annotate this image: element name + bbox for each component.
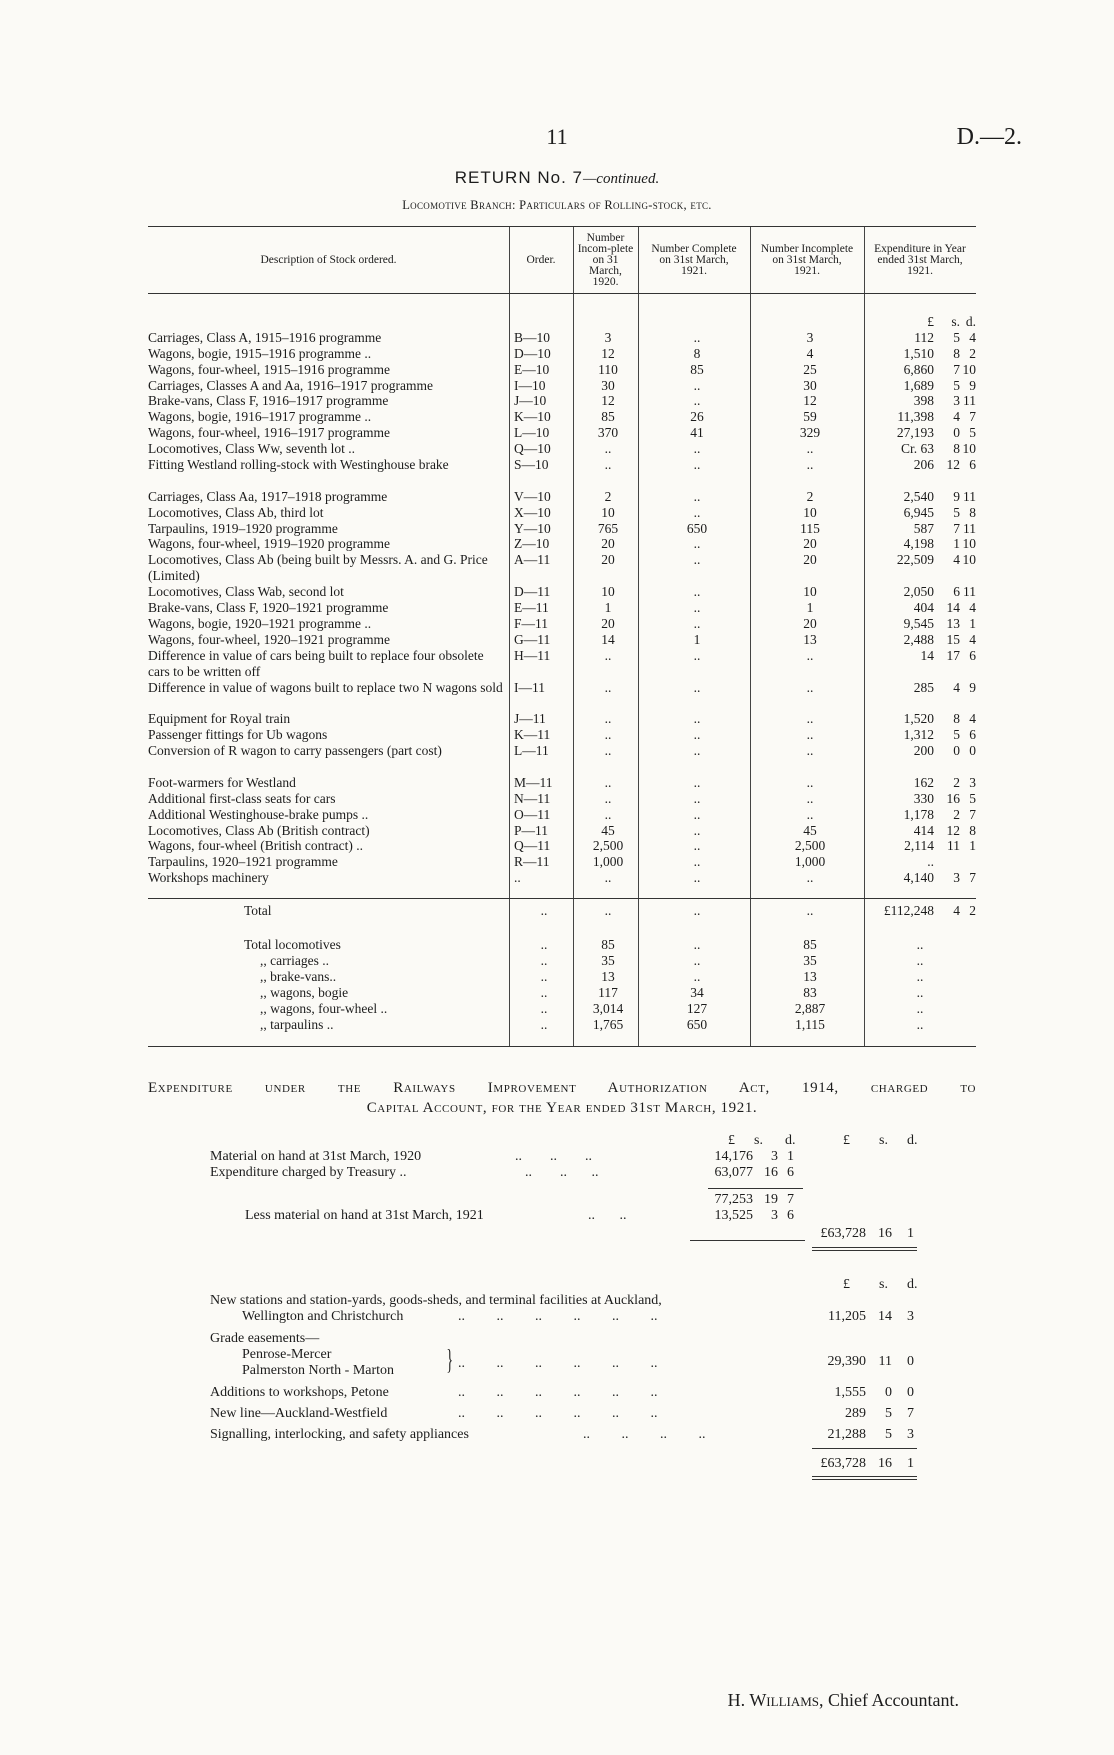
row-complete-1921: .. <box>693 790 701 806</box>
row-complete-1921: .. <box>693 743 701 759</box>
row-description: Wagons, four-wheel (British contract) .. <box>148 838 363 854</box>
row-description: Additional Westinghouse-brake pumps .. <box>148 806 369 822</box>
table-row: Carriages, Class Aa, 1917–1918 programme V—10 2 .. 2 2,540 9 11 <box>148 488 976 504</box>
row-complete-1921: .. <box>693 457 701 473</box>
row-incomplete-1920: 20 <box>601 615 615 631</box>
row-description: Locomotives, Class Ab (British contract) <box>148 822 370 838</box>
row-description: Fitting Westland rolling-stock with Westinghouse brake <box>148 457 449 473</box>
row-order: Q—10 <box>514 441 551 457</box>
row-description: Locomotives, Class Ab (being built by Messrs. A. and G. Price (Limited) <box>148 552 488 584</box>
row-order: X—10 <box>514 504 551 520</box>
row-complete-1921: .. <box>693 679 701 695</box>
table-row: Additional Westinghouse-brake pumps .. O—11 .. .. .. 1,178 2 7 <box>148 806 976 822</box>
table-row: Tarpaulins, 1920–1921 programme R—11 1,000 .. 1,000 .. <box>148 854 934 870</box>
row-incomplete-1920: .. <box>604 870 612 886</box>
row-incomplete-1920: .. <box>604 457 612 473</box>
table-row: Conversion of R wagon to carry passengers (part cost) L—11 .. .. .. 200 0 0 <box>148 743 976 759</box>
col-incomplete-1920: Number Incom-plete on 31 March, 1920. <box>577 231 634 288</box>
row-complete-1921: .. <box>693 822 701 838</box>
table-row: Locomotives, Class Ab (being built by Messrs. A. and G. Price (Limited) A—11 20 .. 20 22,509 4 10 <box>148 552 976 584</box>
table-row: Workshops machinery .. .. .. .. 4,140 3 7 <box>148 870 976 886</box>
row-incomplete-1921: 30 <box>803 377 817 393</box>
row-incomplete-1921: .. <box>806 806 814 822</box>
row-complete-1921: .. <box>693 774 701 790</box>
workshops-label: Additions to workshops, Petone <box>210 1385 389 1400</box>
row-description: Brake-vans, Class F, 1916–1917 programme <box>148 393 389 409</box>
row-complete-1921: .. <box>693 854 701 870</box>
signalling-label: Signalling, interlocking, and safety appliances <box>210 1427 469 1442</box>
summary-row: ,, brake-vans.. .. 13 .. 13 .. <box>148 969 976 985</box>
table-header <box>148 227 976 294</box>
table-row: Passenger fittings for Ub wagons K—11 .. .. .. 1,312 5 6 <box>148 727 976 743</box>
row-description: Locomotives, Class Ww, seventh lot .. <box>148 441 355 457</box>
row-complete-1921: 26 <box>690 409 704 425</box>
row-complete-1921: .. <box>693 838 701 854</box>
row-incomplete-1920: 14 <box>601 631 615 647</box>
return-subtitle: Locomotive Branch: Particulars of Rolling-stock, etc. <box>402 198 712 212</box>
table-row: Locomotives, Class Wab, second lot D—11 10 .. 10 2,050 6 11 <box>148 584 976 600</box>
row-order: E—10 <box>514 361 550 377</box>
row-incomplete-1920: 20 <box>601 552 615 568</box>
row-complete-1921: .. <box>693 536 701 552</box>
row-description: Locomotives, Class Wab, second lot <box>148 584 344 600</box>
col-expenditure: Expenditure in Year ended 31st March, 1921. <box>874 242 966 277</box>
row-incomplete-1921: 3 <box>806 329 814 345</box>
row-complete-1921: .. <box>693 727 701 743</box>
signatory-name: H. Williams <box>727 1690 820 1710</box>
palmerston-label: Palmerston North - Marton <box>242 1363 395 1378</box>
summary-label: ,, carriages .. <box>260 953 329 969</box>
row-complete-1921: .. <box>693 329 701 345</box>
summary-row: ,, wagons, bogie .. 117 34 83 .. <box>148 985 976 1001</box>
row-order: H—11 <box>514 647 551 663</box>
row-incomplete-1920: .. <box>604 679 612 695</box>
row-incomplete-1921: 115 <box>800 520 820 536</box>
row-incomplete-1921: .. <box>806 790 814 806</box>
row-description: Carriages, Classes A and Aa, 1916–1917 programme <box>148 377 433 393</box>
row-order: S—10 <box>514 457 549 473</box>
row-incomplete-1921: .. <box>806 457 814 473</box>
row-incomplete-1920: 2 <box>604 488 612 504</box>
row-order: L—11 <box>514 743 549 759</box>
row-description: Wagons, four-wheel, 1920–1921 programme <box>148 631 390 647</box>
material-1921-label: Less material on hand at 31st March, 1921 <box>245 1208 484 1223</box>
grade-label: Grade easements— <box>210 1331 320 1346</box>
row-order: Q—11 <box>514 838 551 854</box>
table-row: Wagons, bogie, 1915–1916 programme .. D—10 12 8 4 1,510 8 2 <box>148 345 976 361</box>
signature <box>728 1690 959 1711</box>
row-complete-1921: .. <box>693 377 701 393</box>
row-incomplete-1921: 1,000 <box>794 854 826 870</box>
row-incomplete-1920: 10 <box>601 504 615 520</box>
stations-label-1: New stations and station-yards, goods-sheds, and terminal facilities at Auckland, <box>210 1293 662 1308</box>
table-row: Carriages, Classes A and Aa, 1916–1917 programme I—10 30 .. 30 1,689 5 9 <box>148 377 976 393</box>
summary-label: Total locomotives <box>244 937 341 953</box>
table-row: Wagons, four-wheel (British contract) .. Q—11 2,500 .. 2,500 2,114 11 1 <box>148 838 976 854</box>
row-incomplete-1920: 12 <box>601 393 615 409</box>
table-body <box>148 294 976 1046</box>
row-complete-1921: .. <box>693 711 701 727</box>
row-incomplete-1921: .. <box>806 743 814 759</box>
row-incomplete-1920: .. <box>604 727 612 743</box>
summary-label: ,, brake-vans.. <box>260 968 337 984</box>
row-incomplete-1921: 10 <box>803 584 817 600</box>
row-incomplete-1921: .. <box>806 870 814 886</box>
row-order: I—11 <box>514 679 545 695</box>
row-incomplete-1920: 1 <box>604 600 612 616</box>
row-complete-1921: 8 <box>693 345 701 361</box>
col-complete-1921: Number Complete on 31st March, 1921. <box>651 242 737 277</box>
row-incomplete-1920: 370 <box>597 425 619 441</box>
row-complete-1921: .. <box>693 488 701 504</box>
total-label: Total <box>244 903 272 919</box>
row-complete-1921: .. <box>693 647 701 663</box>
row-description: Foot-warmers for Westland <box>148 774 296 790</box>
items-total: £63,728 <box>820 1456 866 1471</box>
summary-label: ,, tarpaulins .. <box>260 1016 334 1032</box>
row-incomplete-1921: .. <box>806 647 814 663</box>
table-row: Tarpaulins, 1919–1920 programme Y—10 765 650 115 587 7 11 <box>148 520 976 536</box>
summary-row: ,, tarpaulins .. .. 1,765 650 1,115 .. <box>148 1017 976 1033</box>
row-order: G—11 <box>514 631 551 647</box>
row-incomplete-1921: 12 <box>803 393 817 409</box>
row-incomplete-1920: .. <box>604 806 612 822</box>
row-incomplete-1921: 13 <box>803 631 817 647</box>
row-description: Workshops machinery <box>148 870 269 886</box>
table-row: Locomotives, Class Ab (British contract) P—11 45 .. 45 414 12 8 <box>148 822 976 838</box>
table-row: Additional first-class seats for cars N—11 .. .. .. 330 16 5 <box>148 790 976 806</box>
col-order: Order. <box>526 253 556 266</box>
row-incomplete-1921: 20 <box>803 615 817 631</box>
row-incomplete-1920: .. <box>604 647 612 663</box>
row-incomplete-1920: 1,000 <box>592 854 624 870</box>
row-order: D—11 <box>514 584 551 600</box>
table-row: Difference in value of wagons built to replace two N wagons sold I—11 .. .. .. 285 4 9 <box>148 679 976 695</box>
row-incomplete-1921: 45 <box>803 822 817 838</box>
row-complete-1921: 41 <box>690 425 704 441</box>
table-row: Foot-warmers for Westland M—11 .. .. .. 162 2 3 <box>148 774 976 790</box>
row-description: Tarpaulins, 1920–1921 programme <box>148 854 338 870</box>
row-description: Wagons, bogie, 1916–1917 programme .. <box>148 409 372 425</box>
row-incomplete-1920: 12 <box>601 345 615 361</box>
row-incomplete-1920: 20 <box>601 536 615 552</box>
table-row: Brake-vans, Class F, 1920–1921 programme E—11 1 .. 1 404 14 4 <box>148 600 976 616</box>
row-description: Difference in value of wagons built to replace two N wagons sold <box>148 679 503 695</box>
row-incomplete-1920: .. <box>604 774 612 790</box>
row-complete-1921: 1 <box>693 631 701 647</box>
table-row: Wagons, bogie, 1920–1921 programme .. F—11 20 .. 20 9,545 13 1 <box>148 615 976 631</box>
row-incomplete-1921: 10 <box>803 504 817 520</box>
document-reference: D.—2. <box>956 124 1022 150</box>
row-order: K—11 <box>514 727 551 743</box>
row-incomplete-1920: 110 <box>598 361 618 377</box>
table-row: Brake-vans, Class F, 1916–1917 programme J—10 12 .. 12 398 3 11 <box>148 393 976 409</box>
row-complete-1921: .. <box>693 806 701 822</box>
row-description: Equipment for Royal train <box>148 711 291 727</box>
expenditure-title-line1: Expenditure under the Railways Improvement Authorization Act, 1914, charged to <box>148 1080 976 1096</box>
newline-label: New line—Auckland-Westfield <box>210 1406 388 1421</box>
currency-header-row: £ s. d. <box>927 314 976 329</box>
row-incomplete-1920: 10 <box>601 584 615 600</box>
rolling-stock-table <box>148 226 976 1047</box>
row-incomplete-1921: 20 <box>803 536 817 552</box>
row-order: R—11 <box>514 854 550 870</box>
row-incomplete-1921: 59 <box>803 409 817 425</box>
row-order: P—11 <box>514 822 549 838</box>
row-description: Tarpaulins, 1919–1920 programme <box>148 520 338 536</box>
row-incomplete-1920: 45 <box>601 822 615 838</box>
table-row: Carriages, Class A, 1915–1916 programme B—10 3 .. 3 112 5 4 <box>148 329 976 345</box>
table-row: Equipment for Royal train J—11 .. .. .. 1,520 8 4 <box>148 711 976 727</box>
row-incomplete-1920: 3 <box>604 329 612 345</box>
net-total: £63,728 <box>820 1226 866 1241</box>
col-description: Description of Stock ordered. <box>260 253 397 266</box>
row-incomplete-1921: 2,500 <box>794 838 826 854</box>
row-description: Passenger fittings for Ub wagons <box>148 727 328 743</box>
row-complete-1921: .. <box>693 870 701 886</box>
row-description: Carriages, Class A, 1915–1916 programme <box>148 329 382 345</box>
material-1920-label: Material on hand at 31st March, 1920 <box>210 1149 422 1164</box>
row-incomplete-1921: 20 <box>803 552 817 568</box>
table-row: Wagons, bogie, 1916–1917 programme .. K—10 85 26 59 11,398 4 7 <box>148 409 976 425</box>
total-row: Total .. .. .. .. £112,248 4 2 <box>148 898 976 925</box>
row-description: Conversion of R wagon to carry passengers (part cost) <box>148 743 442 759</box>
row-order: J—10 <box>514 393 547 409</box>
stations-label-2: Wellington and Christchurch <box>242 1309 404 1324</box>
row-description: Wagons, four-wheel, 1916–1917 programme <box>148 425 390 441</box>
row-order: V—10 <box>514 488 551 504</box>
row-incomplete-1921: .. <box>806 774 814 790</box>
summary-row: ,, wagons, four-wheel .. .. 3,014 127 2,887 .. <box>148 1001 976 1017</box>
row-incomplete-1920: 2,500 <box>592 838 624 854</box>
row-description: Brake-vans, Class F, 1920–1921 programme <box>148 600 389 616</box>
page-number: 11 <box>546 124 568 149</box>
table-row: Locomotives, Class Ww, seventh lot .. Q—10 .. .. .. Cr. 63 8 10 <box>148 441 976 457</box>
signatory-title: , Chief Accountant. <box>819 1690 959 1710</box>
row-complete-1921: .. <box>693 600 701 616</box>
row-order: A—11 <box>514 552 551 568</box>
table-row: Locomotives, Class Ab, third lot X—10 10 .. 10 6,945 5 8 <box>148 504 976 520</box>
row-order: Z—10 <box>514 536 550 552</box>
summary-label: ,, wagons, four-wheel .. <box>260 1000 388 1016</box>
table-row: Wagons, four-wheel, 1919–1920 programme Z—10 20 .. 20 4,198 1 10 <box>148 536 976 552</box>
row-description: Wagons, four-wheel, 1919–1920 programme <box>148 536 390 552</box>
return-title: RETURN No. 7—continued. <box>454 168 660 187</box>
row-incomplete-1921: 1 <box>806 600 814 616</box>
row-order: K—10 <box>514 409 551 425</box>
row-complete-1921: .. <box>693 504 701 520</box>
row-incomplete-1921: .. <box>806 679 814 695</box>
row-complete-1921: 650 <box>686 520 708 536</box>
row-incomplete-1921: 4 <box>806 345 814 361</box>
row-incomplete-1920: 85 <box>601 409 615 425</box>
table-row: Wagons, four-wheel, 1915–1916 programme E—10 110 85 25 6,860 7 10 <box>148 361 976 377</box>
row-complete-1921: .. <box>693 615 701 631</box>
row-order: L—10 <box>514 425 550 441</box>
row-order: B—10 <box>514 329 551 345</box>
row-order: J—11 <box>514 711 546 727</box>
row-complete-1921: 85 <box>690 361 704 377</box>
row-order: .. <box>514 870 521 886</box>
table-row: Difference in value of cars being built to replace four obsolete cars to be written off H—11 .. .. .. 14 17 6 <box>148 647 976 679</box>
row-order: D—10 <box>514 345 551 361</box>
row-incomplete-1921: 25 <box>803 361 817 377</box>
row-incomplete-1920: 765 <box>597 520 619 536</box>
table-row: Wagons, four-wheel, 1916–1917 programme L—10 370 41 329 27,193 0 5 <box>148 425 976 441</box>
row-order: M—11 <box>514 774 553 790</box>
subtotal: 77,253 <box>714 1192 753 1207</box>
row-description: Wagons, bogie, 1920–1921 programme .. <box>148 615 372 631</box>
row-incomplete-1920: .. <box>604 790 612 806</box>
row-incomplete-1921: .. <box>806 711 814 727</box>
row-order: F—11 <box>514 615 549 631</box>
row-description: Wagons, four-wheel, 1915–1916 programme <box>148 361 390 377</box>
row-description: Wagons, bogie, 1915–1916 programme .. <box>148 345 372 361</box>
return-continued: —continued. <box>582 171 660 187</box>
row-complete-1921: .. <box>693 584 701 600</box>
row-incomplete-1921: 329 <box>799 425 821 441</box>
row-incomplete-1921: .. <box>806 441 814 457</box>
row-description: Difference in value of cars being built to replace four obsolete cars to be written off <box>148 647 484 679</box>
row-incomplete-1920: .. <box>604 743 612 759</box>
summary-row: Total locomotives .. 85 .. 85 .. <box>148 937 976 953</box>
summary-label: ,, wagons, bogie <box>260 984 349 1000</box>
row-complete-1921: .. <box>693 441 701 457</box>
row-order: I—10 <box>514 377 546 393</box>
row-order: N—11 <box>514 790 551 806</box>
table-row: Fitting Westland rolling-stock with Westinghouse brake S—10 .. .. .. 206 12 6 <box>148 457 976 473</box>
row-incomplete-1920: .. <box>604 711 612 727</box>
row-incomplete-1921: .. <box>806 727 814 743</box>
summary-row: ,, carriages .. .. 35 .. 35 .. <box>148 953 976 969</box>
table-row: Wagons, four-wheel, 1920–1921 programme G—11 14 1 13 2,488 15 4 <box>148 631 976 647</box>
treasury-label: Expenditure charged by Treasury .. <box>210 1165 407 1180</box>
row-description: Carriages, Class Aa, 1917–1918 programme <box>148 488 388 504</box>
row-complete-1921: .. <box>693 393 701 409</box>
row-complete-1921: .. <box>693 552 701 568</box>
row-incomplete-1921: 2 <box>806 488 814 504</box>
row-order: E—11 <box>514 600 549 616</box>
col-incomplete-1921: Number Incomplete on 31st March, 1921. <box>760 242 854 277</box>
row-description: Additional first-class seats for cars <box>148 790 336 806</box>
penrose-label: Penrose-Mercer <box>242 1347 332 1362</box>
row-order: Y—10 <box>514 520 551 536</box>
row-incomplete-1920: 30 <box>601 377 615 393</box>
row-incomplete-1920: .. <box>604 441 612 457</box>
row-order: O—11 <box>514 806 551 822</box>
row-description: Locomotives, Class Ab, third lot <box>148 504 324 520</box>
expenditure-title-line2: Capital Account, for the Year ended 31st March, 1921. <box>366 1100 758 1116</box>
